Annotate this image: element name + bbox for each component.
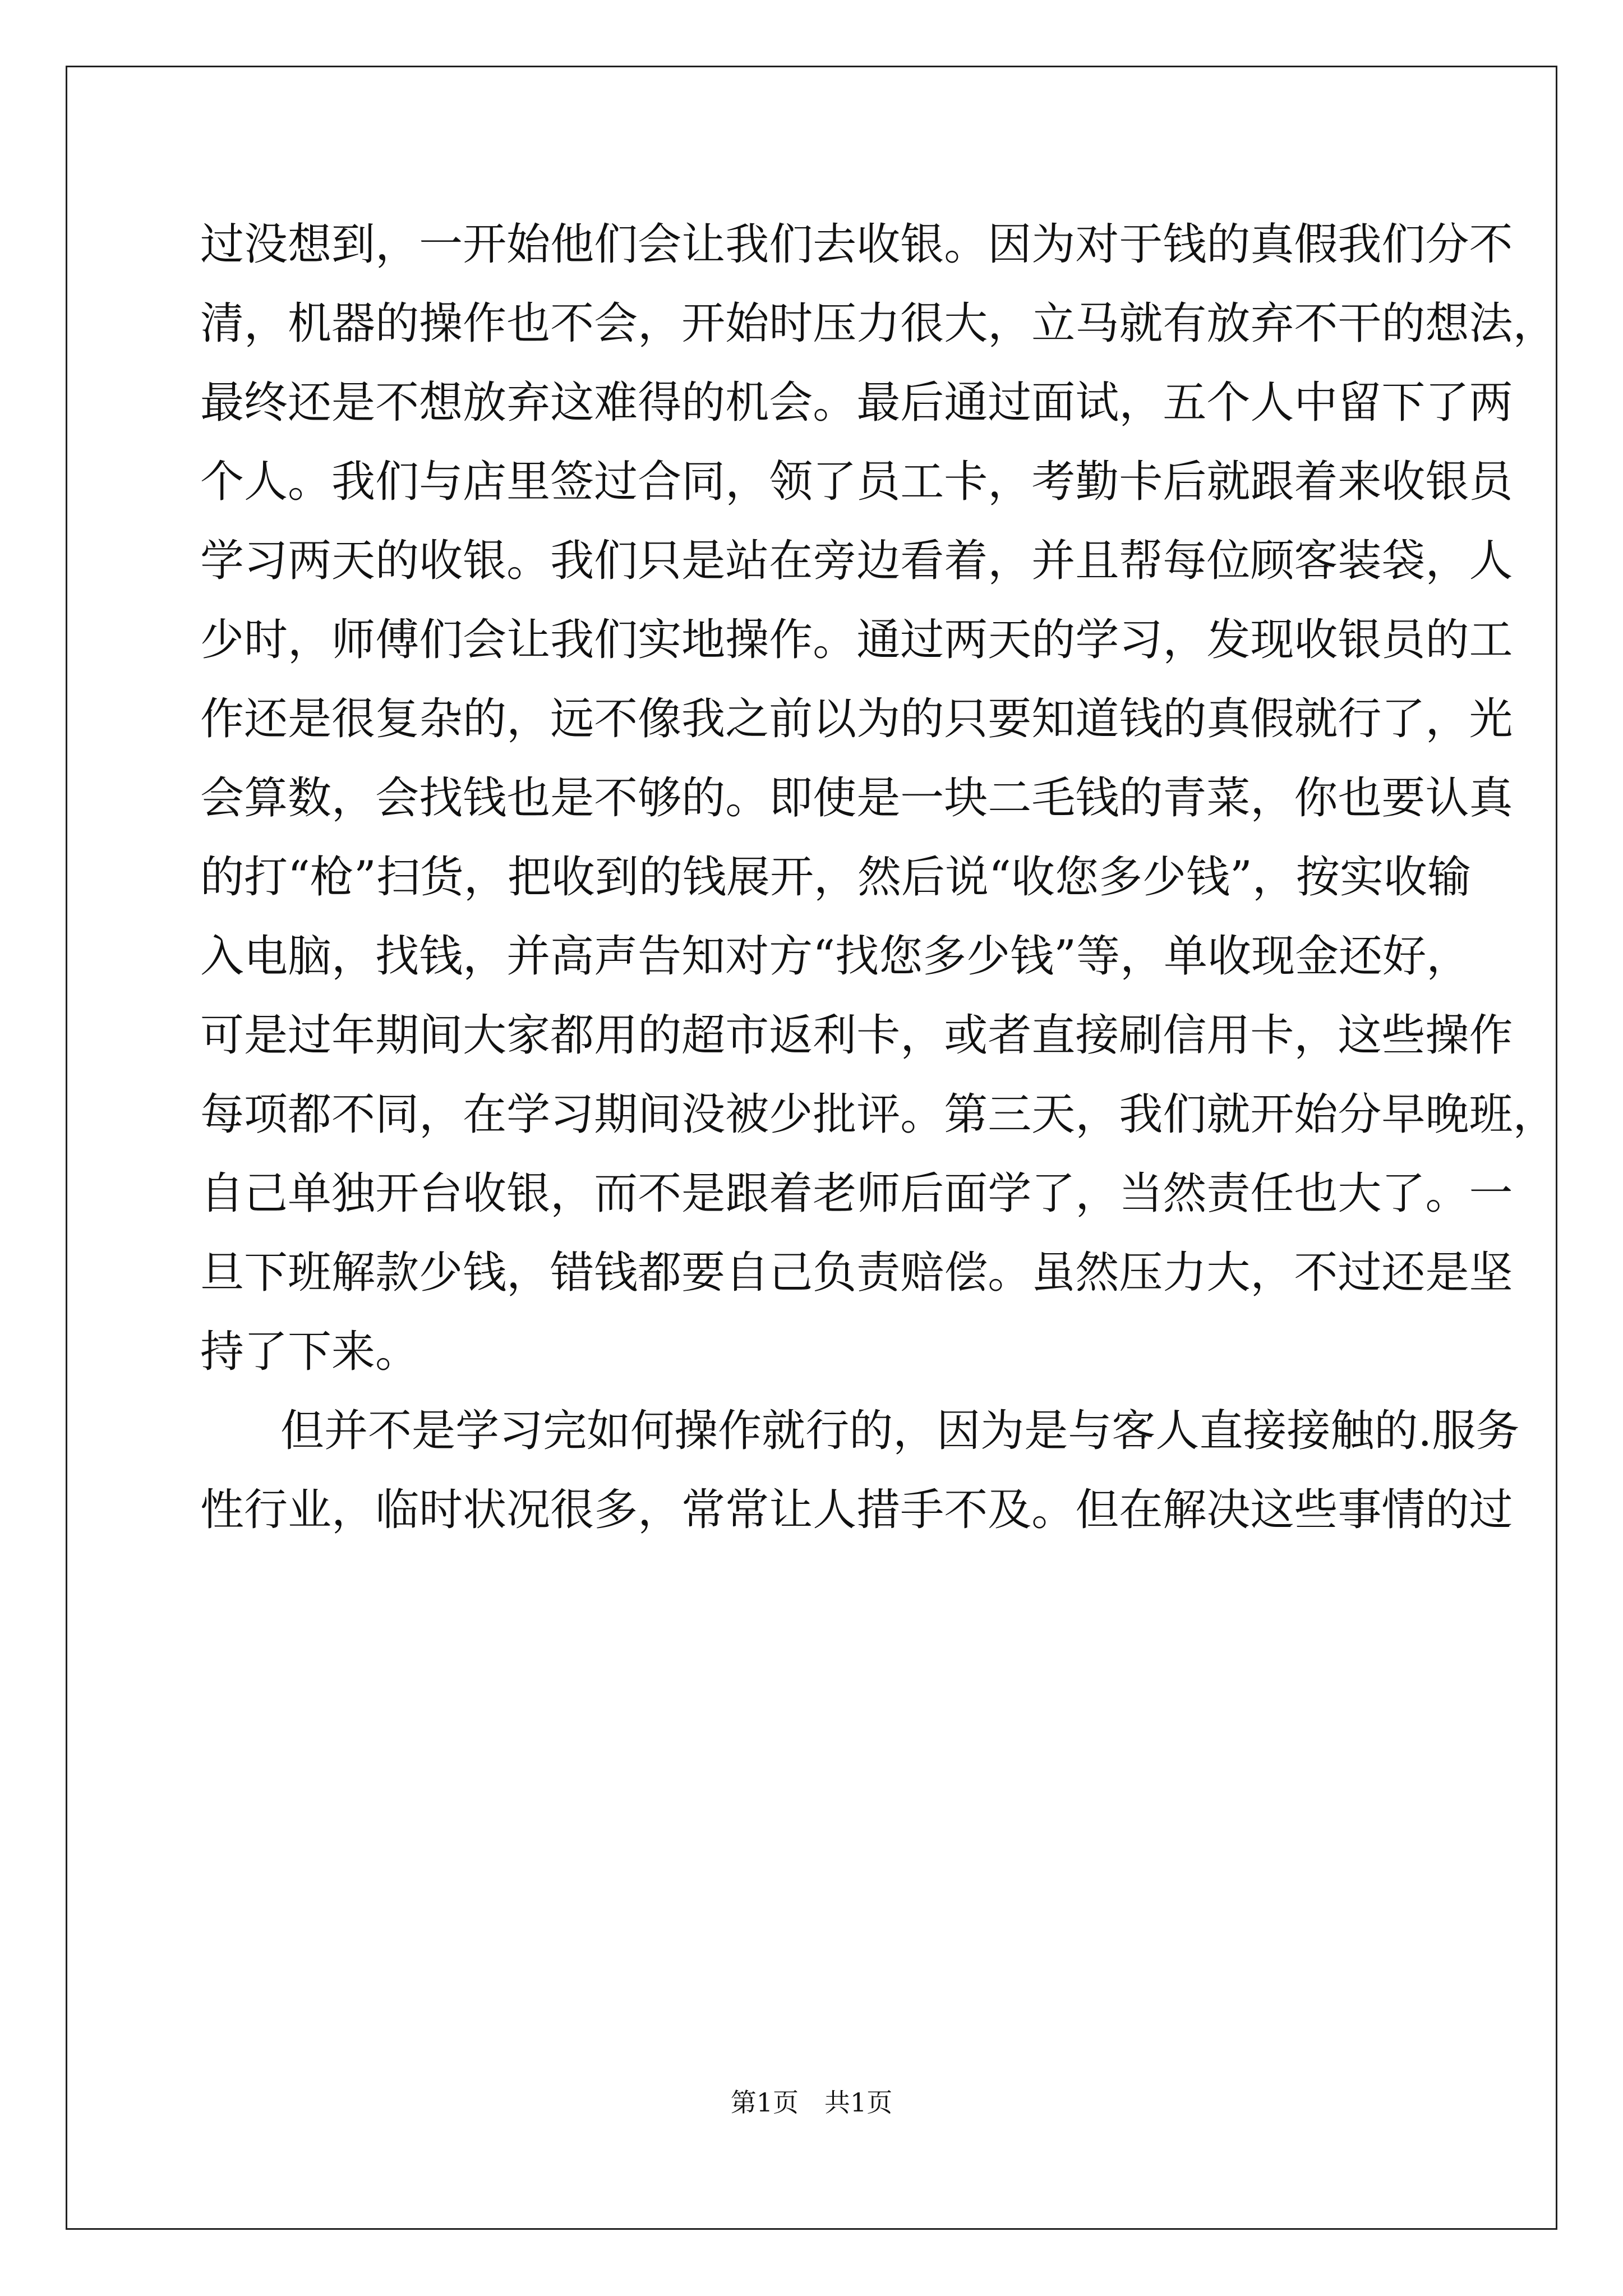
text-line-13: 自 己 单 独 开 台 收 银 ， 而 不 是 跟 着 老 师 后 面 学 了 ， 当 然 责 任 也 大 了 。 一: [200, 1168, 1513, 1219]
text-line-7: 作 还 是 很 复 杂 的 ， 远 不 像 我 之 前 以 为 的 只 要 知 道 钱 的 真 假 就 行 了 ， 光: [200, 694, 1513, 744]
text-line-3: 最 终 还 是 不 想 放 弃 这 难 得 的 机 会 。 最 后 通 过 面 试 ， 五 个 人 中 留 下 了 两: [200, 378, 1513, 428]
text-line-6: 少 时 ， 师 傅 们 会 让 我 们 实 地 操 作 。 通 过 两 天 的 学 习 ， 发 现 收 银 员 的 工: [200, 615, 1513, 665]
text-line-2: 清 ， 机 器 的 操 作 也 不 会 ， 开 始 时 压 力 很 大 ， 立 马 就 有 放 弃 不 干 的 想 法 ，: [200, 298, 1557, 349]
text-line-11: 可 是 过 年 期 间 大 家 都 用 的 超 市 返 利 卡 ， 或 者 直 接 刷 信 用 卡 ， 这 些 操 作: [200, 1010, 1513, 1061]
page-footer: 第1页 共1页: [730, 2087, 893, 2118]
text-line-15: 持了下来。: [200, 1327, 419, 1377]
text-line-14: 旦 下 班 解 款 少 钱 ， 错 钱 都 要 自 己 负 责 赔 偿 。 虽 然 压 力 大 ， 不 过 还 是 坚: [200, 1248, 1513, 1298]
text-line-17: 性 行 业 ， 临 时 状 况 很 多 ， 常 常 让 人 措 手 不 及 。 但 在 解 决 这 些 事 情 的 过: [200, 1485, 1513, 1535]
text-line-10: 入 电 脑 ， 找 钱 ， 并 高 声 告 知 对 方 “ 找 您 多 少 钱 ” 等 ， 单 收 现 金 还 好 ，: [200, 931, 1470, 982]
text-line-5: 学 习 两 天 的 收 银 。 我 们 只 是 站 在 旁 边 看 着 ， 并 且 帮 每 位 顾 客 装 袋 ， 人: [200, 536, 1513, 586]
text-line-4: 个 人 。 我 们 与 店 里 签 过 合 同 ， 领 了 员 工 卡 ， 考 勤 卡 后 就 跟 着 来 收 银 员: [200, 457, 1513, 507]
text-line-12: 每 项 都 不 同 ， 在 学 习 期 间 没 被 少 批 评 。 第 三 天 ， 我 们 就 开 始 分 早 晚 班 ，: [200, 1089, 1557, 1140]
text-line-9: 的 打 “ 枪 ” 扫 货 ， 把 收 到 的 钱 展 开 ， 然 后 说 “ 收 您 多 少 钱 ” ， 按 实 收 输: [200, 852, 1471, 903]
text-line-1: 过 没 想 到 ， 一 开 始 他 们 会 让 我 们 去 收 银 。 因 为 对 于 钱 的 真 假 我 们 分 不: [200, 219, 1513, 270]
text-line-8: 会 算 数 ， 会 找 钱 也 是 不 够 的 。 即 使 是 一 块 二 毛 钱 的 青 菜 ， 你 也 要 认 真: [200, 773, 1513, 823]
text-line-16: 但 并 不 是 学 习 完 如 何 操 作 就 行 的 ， 因 为 是 与 客 人 直 接 接 触 的 . 服 务: [280, 1406, 1520, 1456]
